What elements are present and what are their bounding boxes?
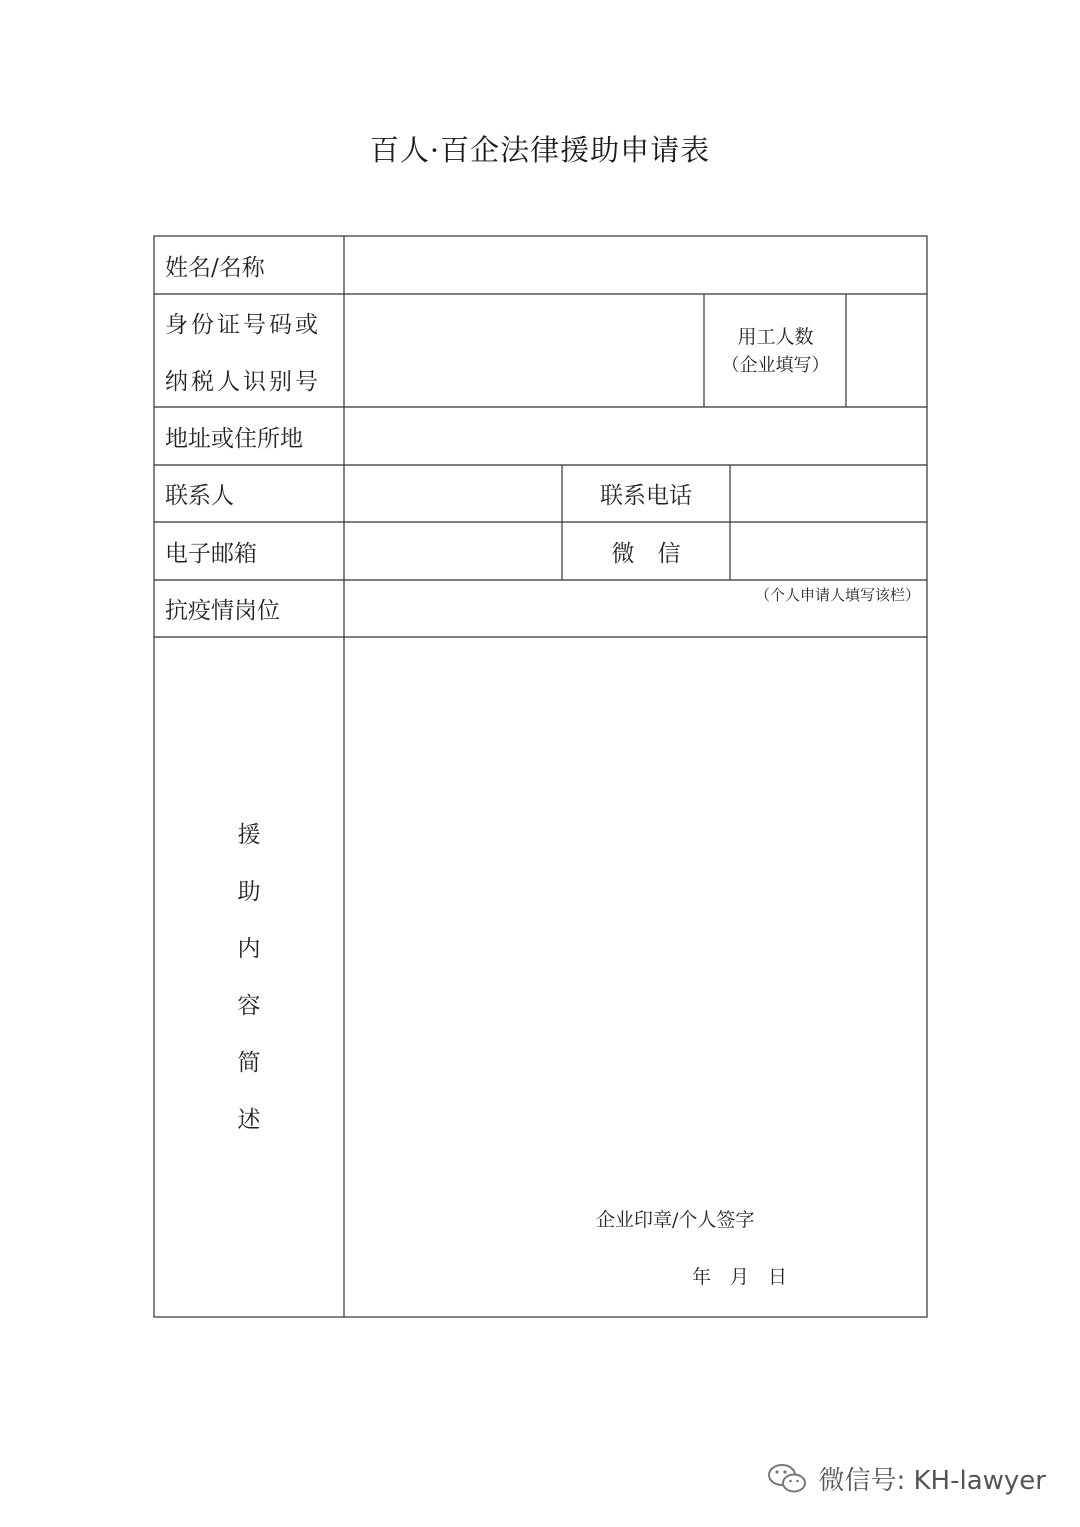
post-field[interactable] xyxy=(345,605,926,636)
wechat-field[interactable] xyxy=(731,523,926,579)
id-number-field[interactable] xyxy=(345,295,703,406)
wechat-label: 微 信 xyxy=(611,540,681,567)
date-label: 年 月 日 xyxy=(692,1265,788,1288)
content-label-char: 助 xyxy=(237,879,261,905)
name-label: 姓名/名称 xyxy=(165,254,265,281)
phone-field[interactable] xyxy=(731,466,926,521)
post-note: （个人申请人填写该栏） xyxy=(754,585,920,604)
wechat-logo-icon xyxy=(766,1461,810,1497)
content-label-char: 述 xyxy=(237,1107,261,1133)
email-field[interactable] xyxy=(345,523,561,579)
name-field[interactable] xyxy=(345,237,926,293)
form-title: 百人·百企法律援助申请表 xyxy=(369,133,711,167)
employees-label-line2: （企业填写） xyxy=(721,355,830,376)
wechat-watermark xyxy=(766,1460,1046,1497)
content-label-char: 援 xyxy=(237,822,261,848)
employees-count-field[interactable] xyxy=(847,295,926,406)
content-label-vertical xyxy=(154,638,344,1318)
post-label: 抗疫情岗位 xyxy=(165,598,280,624)
address-label: 地址或住所地 xyxy=(165,425,303,452)
employees-label-line1: 用工人数 xyxy=(737,325,814,348)
content-label-char: 容 xyxy=(237,993,261,1019)
address-field[interactable] xyxy=(345,408,926,464)
id-label-line1: 身份证号码或 xyxy=(165,312,321,338)
contact-label: 联系人 xyxy=(165,483,234,509)
watermark-text: 微信号: KH-lawyer xyxy=(818,1466,1046,1496)
email-label: 电子邮箱 xyxy=(165,540,257,567)
contact-field[interactable] xyxy=(345,466,561,521)
content-label-char: 内 xyxy=(237,936,261,962)
content-label-char: 简 xyxy=(237,1050,261,1076)
signature-label: 企业印章/个人签字 xyxy=(596,1208,755,1231)
id-label-line2: 纳税人识别号 xyxy=(165,368,321,395)
phone-label: 联系电话 xyxy=(600,483,692,509)
content-description-field[interactable] xyxy=(345,638,926,1188)
